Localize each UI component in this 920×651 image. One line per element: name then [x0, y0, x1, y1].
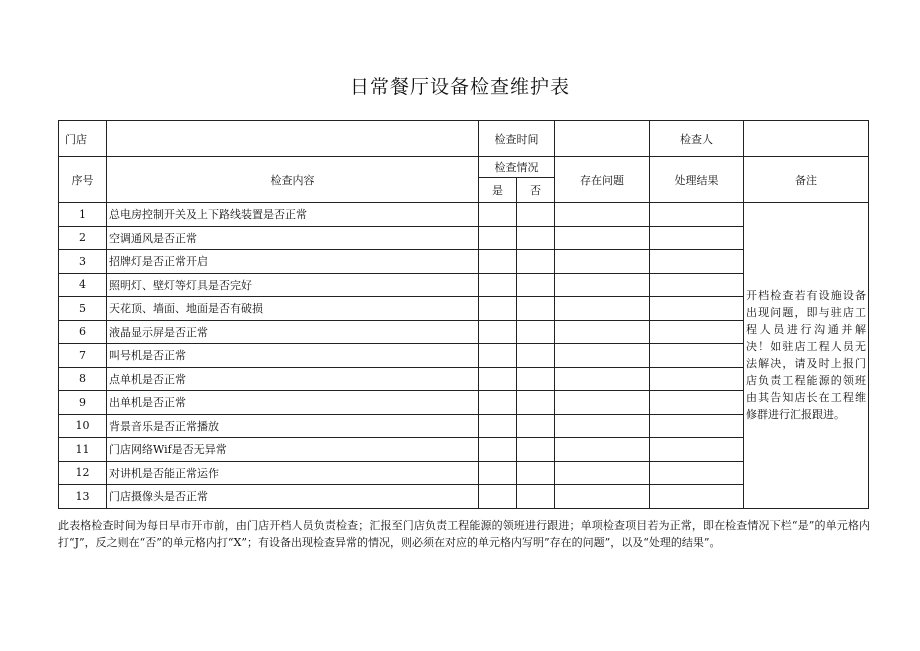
result-cell[interactable] [650, 414, 744, 438]
yes-cell[interactable] [479, 297, 517, 321]
no-cell[interactable] [517, 367, 555, 391]
check-item: 招牌灯是否正常开启 [107, 250, 479, 274]
inspector-field[interactable] [744, 121, 869, 157]
issues-cell[interactable] [555, 367, 650, 391]
seq-header: 序号 [59, 157, 107, 203]
inspection-table [58, 120, 869, 509]
row-number: 4 [59, 273, 107, 297]
table-row [59, 203, 869, 227]
yes-cell[interactable] [479, 344, 517, 368]
no-cell[interactable] [517, 320, 555, 344]
issues-cell[interactable] [555, 250, 650, 274]
issues-cell[interactable] [555, 273, 650, 297]
check-item: 叫号机是否正常 [107, 344, 479, 368]
no-cell[interactable] [517, 461, 555, 485]
yes-cell[interactable] [479, 273, 517, 297]
check-item: 出单机是否正常 [107, 391, 479, 415]
result-cell[interactable] [650, 273, 744, 297]
store-label: 门店 [59, 121, 107, 157]
check-item: 照明灯、壁灯等灯具是否完好 [107, 273, 479, 297]
issues-cell[interactable] [555, 297, 650, 321]
row-number: 1 [59, 203, 107, 227]
check-item: 液晶显示屏是否正常 [107, 320, 479, 344]
issues-cell[interactable] [555, 414, 650, 438]
issues-cell[interactable] [555, 391, 650, 415]
yes-cell[interactable] [479, 438, 517, 462]
check-item: 总电房控制开关及上下路线装置是否正常 [107, 203, 479, 227]
result-cell[interactable] [650, 485, 744, 509]
yes-cell[interactable] [479, 226, 517, 250]
issues-cell[interactable] [555, 344, 650, 368]
result-cell[interactable] [650, 297, 744, 321]
check-time-label: 检查时间 [479, 121, 555, 157]
result-cell[interactable] [650, 250, 744, 274]
no-cell[interactable] [517, 273, 555, 297]
row-number: 5 [59, 297, 107, 321]
no-cell[interactable] [517, 203, 555, 227]
yes-cell[interactable] [479, 320, 517, 344]
content-header: 检查内容 [107, 157, 479, 203]
no-cell[interactable] [517, 391, 555, 415]
row-number: 3 [59, 250, 107, 274]
result-cell[interactable] [650, 320, 744, 344]
issues-cell[interactable] [555, 485, 650, 509]
no-cell[interactable] [517, 438, 555, 462]
yes-header: 是 [479, 178, 517, 203]
check-item: 背景音乐是否正常播放 [107, 414, 479, 438]
header-row-1 [59, 121, 869, 157]
no-cell[interactable] [517, 485, 555, 509]
yes-cell[interactable] [479, 391, 517, 415]
issues-cell[interactable] [555, 438, 650, 462]
header-row-2 [59, 157, 869, 178]
row-number: 12 [59, 461, 107, 485]
issues-cell[interactable] [555, 461, 650, 485]
no-cell[interactable] [517, 226, 555, 250]
row-number: 10 [59, 414, 107, 438]
no-header: 否 [517, 178, 555, 203]
row-number: 11 [59, 438, 107, 462]
result-header: 处理结果 [650, 157, 744, 203]
yes-cell[interactable] [479, 250, 517, 274]
check-item: 对讲机是否能正常运作 [107, 461, 479, 485]
yes-cell[interactable] [479, 203, 517, 227]
footer-note: 此表格检查时间为每日早市开市前，由门店开档人员负责检查；汇报至门店负责工程能源的领班进行跟进；单项检查项目若为正常，即在检查情况下栏“是”的单元格内打“J”，反之则在“否”的单元格内打“X”；有设备出现检查异常的情况，则必须在对应的单元格内写明”存在的问题”，以及“处理的结果”。 [58, 519, 870, 549]
issues-cell[interactable] [555, 320, 650, 344]
yes-cell[interactable] [479, 485, 517, 509]
check-time-field[interactable] [555, 121, 650, 157]
page-title: 日常餐厅设备检查维护表 [349, 76, 570, 98]
row-number: 6 [59, 320, 107, 344]
issues-header: 存在问题 [555, 157, 650, 203]
remark-cell: 开档检查若有设施设备出现问题，即与驻店工程人员进行沟通并解决！如驻店工程人员无法解决，请及时上报门店负责工程能源的领班由其告知店长在工程维修群进行汇报跟进。 [744, 203, 869, 509]
store-field[interactable] [107, 121, 479, 157]
check-item: 点单机是否正常 [107, 367, 479, 391]
issues-cell[interactable] [555, 226, 650, 250]
yes-cell[interactable] [479, 414, 517, 438]
inspector-label: 检查人 [650, 121, 744, 157]
result-cell[interactable] [650, 461, 744, 485]
no-cell[interactable] [517, 250, 555, 274]
issues-cell[interactable] [555, 203, 650, 227]
yes-cell[interactable] [479, 367, 517, 391]
no-cell[interactable] [517, 297, 555, 321]
result-cell[interactable] [650, 438, 744, 462]
row-number: 9 [59, 391, 107, 415]
row-number: 2 [59, 226, 107, 250]
result-cell[interactable] [650, 203, 744, 227]
result-cell[interactable] [650, 344, 744, 368]
check-item: 门店摄像头是否正常 [107, 485, 479, 509]
result-cell[interactable] [650, 391, 744, 415]
result-cell[interactable] [650, 226, 744, 250]
check-item: 门店网络Wif是否无异常 [107, 438, 479, 462]
row-number: 7 [59, 344, 107, 368]
yes-cell[interactable] [479, 461, 517, 485]
row-number: 13 [59, 485, 107, 509]
no-cell[interactable] [517, 344, 555, 368]
remark-header: 备注 [744, 157, 869, 203]
check-item: 空调通风是否正常 [107, 226, 479, 250]
no-cell[interactable] [517, 414, 555, 438]
row-number: 8 [59, 367, 107, 391]
status-header: 检查情况 [479, 157, 555, 178]
result-cell[interactable] [650, 367, 744, 391]
check-item: 天花顶、墙面、地面是否有破损 [107, 297, 479, 321]
